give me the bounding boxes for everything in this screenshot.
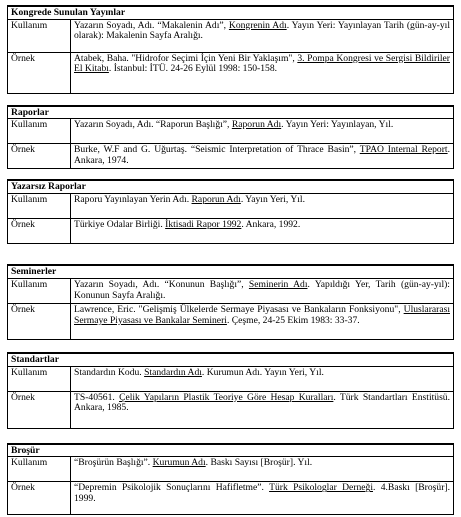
table-row <box>8 194 454 219</box>
underlined-title: Çelik Yapıların Plastik Teoriye Göre Hesap Kuralları <box>119 391 334 403</box>
row-label: Örnek <box>8 391 71 428</box>
citation-guide <box>7 5 454 515</box>
row-label: Örnek <box>8 219 71 244</box>
citation-text: Yazarın Soyadı, Adı. “Raporun Başlığı”, <box>74 119 232 131</box>
citation-text: Yazarın Soyadı, Adı. “Makalenin Adı”, <box>74 19 229 31</box>
row-label: Örnek <box>8 482 71 515</box>
table-row <box>8 52 454 93</box>
row-content <box>71 144 454 169</box>
row-label: Kullanım <box>8 19 71 52</box>
row-content <box>71 482 454 515</box>
table-row <box>8 144 454 169</box>
section-title: Kongrede Sunulan Yayınlar <box>8 6 454 19</box>
section-spacer <box>8 244 454 266</box>
row-content <box>71 391 454 428</box>
underlined-title: İktisadi Rapor 1992 <box>165 219 242 231</box>
row-content <box>71 366 454 391</box>
citation-text: “Depremin Psikolojik Sonuçlarını Hafifletme”. <box>74 482 270 494</box>
citation-text: . Yayın Yeri, Yıl. <box>240 194 305 206</box>
citation-text: . Yayın Yeri: Yayınlayan, Yıl. <box>281 119 394 131</box>
table-row <box>8 219 454 244</box>
citation-text: . Yayın Yeri: Yayınlayan Tarih (gün-ay-yıl olarak): Makalenin Sayfa Aralığı. <box>74 19 450 42</box>
section-spacer <box>8 339 454 353</box>
table-row <box>8 366 454 391</box>
section-spacer <box>8 169 454 181</box>
citation-text: Türkiye Odalar Birliği. <box>74 219 166 231</box>
citation-text: Yazarın Soyadı, Adı. “Konunun Başlığı”, <box>74 278 249 290</box>
citation-table <box>7 5 454 515</box>
section-spacer <box>8 428 454 444</box>
citation-text: “Broşürün Başlığı”. <box>74 457 153 469</box>
section-spacer <box>8 93 454 106</box>
underlined-title: Seminerin Adı <box>248 278 308 290</box>
citation-text: Burke, W.F and G. Uğurtaş. “Seismic Interpretation of Thrace Basin”, <box>74 144 360 156</box>
row-content <box>71 119 454 144</box>
row-content <box>71 219 454 244</box>
citation-text: Standardın Kodu. <box>74 366 145 378</box>
row-label: Kullanım <box>8 194 71 219</box>
citation-text: . Türk Standartları Enstitüsü. Ankara, 1985. <box>74 391 450 414</box>
row-label: Kullanım <box>8 278 71 303</box>
row-content <box>71 52 454 93</box>
row-content <box>71 457 454 482</box>
row-content <box>71 278 454 303</box>
citation-text: Lawrence, Eric. "Gelişmiş Ülkelerde Sermaye Piyasası ve Bankaların Fonksiyonu", <box>74 303 404 315</box>
table-row <box>8 482 454 515</box>
underlined-title: Uluslararası Sermaye Piyasası ve Bankalar Semineri <box>74 303 450 326</box>
row-label: Kullanım <box>8 119 71 144</box>
table-row <box>8 119 454 144</box>
section-title: Seminerler <box>8 265 454 278</box>
section-title: Yazarsız Raporlar <box>8 180 454 193</box>
table-row <box>8 303 454 339</box>
citation-text: Raporu Yayınlayan Yerin Adı. <box>74 194 192 206</box>
row-label: Örnek <box>8 144 71 169</box>
row-content <box>71 194 454 219</box>
underlined-title: Raporun Adı <box>191 194 241 206</box>
citation-text: . Baskı Sayısı [Broşür]. Yıl. <box>205 457 313 469</box>
row-content <box>71 303 454 339</box>
underlined-title: Raporun Adı <box>231 119 282 131</box>
row-label: Kullanım <box>8 457 71 482</box>
citation-text: TS-40561. <box>74 391 120 403</box>
citation-text: . Yapıldığı Yer, Tarih (gün-ay-yıl): Konunun Sayfa Aralığı. <box>74 278 450 301</box>
underlined-title: Kurumun Adı <box>152 457 206 469</box>
table-row <box>8 278 454 303</box>
table-row <box>8 19 454 52</box>
underlined-title: Kongrenin Adı <box>228 19 287 31</box>
underlined-title: TPAO Internal Report <box>359 144 448 156</box>
underlined-title: 3. Pompa Kongresi ve Sergisi Bildiriler El Kitabı <box>74 52 450 75</box>
citation-text: . 4.Baskı [Broşür]. 1999. <box>74 482 450 505</box>
citation-text: . İstanbul: İTÜ. 24-26 Eylül 1998: 150-158. <box>108 63 278 75</box>
table-row <box>8 457 454 482</box>
section-title: Raporlar <box>8 106 454 119</box>
row-label: Örnek <box>8 52 71 93</box>
underlined-title: Türk Psikologlar Derneği <box>269 482 373 494</box>
row-label: Örnek <box>8 303 71 339</box>
citation-text: . Ankara, 1974. <box>74 144 450 167</box>
citation-text: . Çeşme, 24-25 Ekim 1983: 33-37. <box>226 314 360 326</box>
citation-text: Atabek, Baha. "Hidrofor Seçimi İçin Yeni Bir Yaklaşım", <box>74 52 298 64</box>
citation-text: . Kurumun Adı. Yayın Yeri, Yıl. <box>201 366 324 378</box>
row-content <box>71 19 454 52</box>
section-title: Standartlar <box>8 353 454 366</box>
citation-text: . Ankara, 1992. <box>241 219 301 231</box>
table-row <box>8 391 454 428</box>
underlined-title: Standardın Adı <box>144 366 202 378</box>
row-label: Kullanım <box>8 366 71 391</box>
section-title: Broşür <box>8 444 454 457</box>
